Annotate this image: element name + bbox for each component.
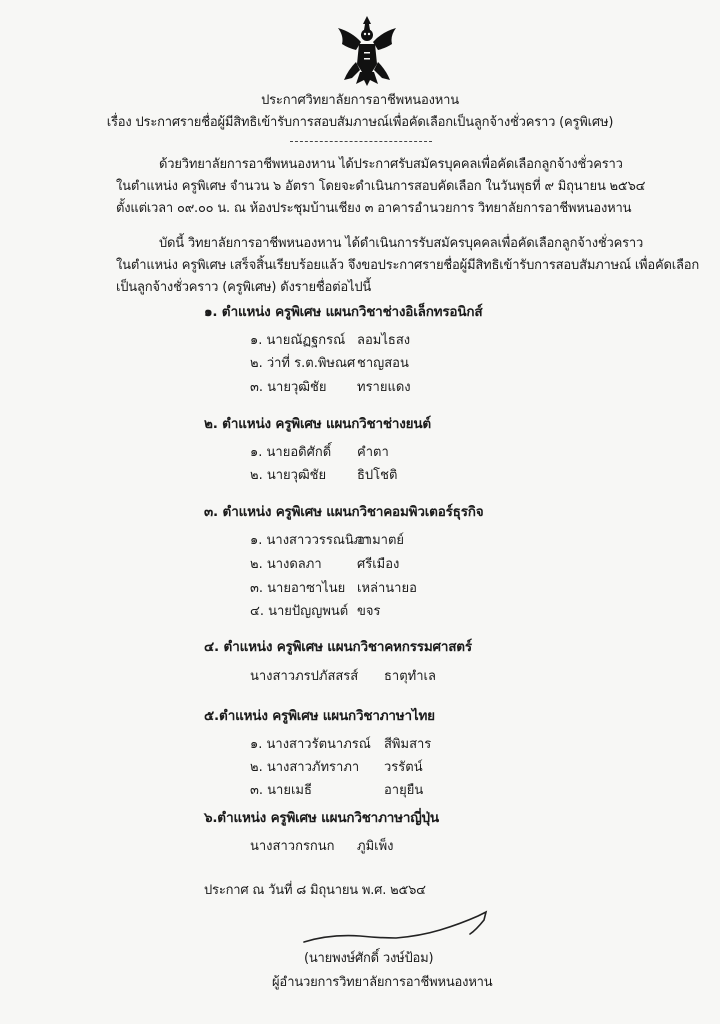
signer-name: (นายพงษ์ศักดิ์ วงษ์ป้อม): [304, 951, 434, 966]
para2-line: ในตำแหน่ง ครูพิเศษ เสร็จสิ้นเรียบร้อยแล้ว จึงขอประกาศรายชื่อผู้มีสิทธิเข้ารับการสอบสัมภาษณ์ เพื่อคัดเลือก: [116, 258, 700, 273]
candidate-name: ๒. นางสาวภัทราภา: [250, 760, 360, 775]
candidate-surname: ขจร: [357, 604, 381, 619]
position-heading: ๔. ตำแหน่ง ครูพิเศษ แผนกวิชาคหกรรมศาสตร์: [204, 639, 472, 655]
candidate-name: ๑. นางสาวรัตนาภรณ์: [250, 737, 371, 752]
candidate-name: ๒. ว่าที่ ร.ต.พิษณศ: [250, 356, 356, 371]
position-heading: ๑. ตำแหน่ง ครูพิเศษ แผนกวิชาช่างอิเล็กทรอนิกส์: [204, 304, 483, 320]
candidate-name: ๓. นายอาซาไนย: [250, 581, 346, 596]
candidate-name: นางสาวภรปภัสสรส์: [250, 669, 359, 684]
announcement-org: ประกาศวิทยาลัยการอาชีพหนองหาน: [261, 93, 459, 108]
signer-title: ผู้อำนวยการวิทยาลัยการอาชีพหนองหาน: [272, 975, 493, 990]
candidate-surname: ลอมไธสง: [357, 333, 411, 348]
position-heading: ๕.ตำแหน่ง ครูพิเศษ แผนกวิชาภาษาไทย: [204, 708, 435, 724]
para2-line: บัดนี้ วิทยาลัยการอาชีพหนองหาน ได้ดำเนินการรับสมัครบุคคลเพื่อคัดเลือกลูกจ้างชั่วคราว: [159, 236, 644, 251]
candidate-name: ๑. นายอดิศักดิ์: [250, 445, 332, 460]
header-divider: [290, 141, 432, 142]
candidate-name: ๑. นายณัฏฐกรณ์: [250, 333, 346, 348]
signature-mark: [300, 908, 500, 952]
para1-line: ด้วยวิทยาลัยการอาชีพหนองหาน ได้ประกาศรับสมัครบุคคลเพื่อคัดเลือกลูกจ้างชั่วคราว: [159, 157, 623, 172]
candidate-name: ๒. นายวุฒิชัย: [250, 468, 327, 483]
candidate-surname: ธิปโชติ: [357, 468, 398, 483]
candidate-surname: อามาตย์: [357, 533, 405, 548]
announcement-subject: เรื่อง ประกาศรายชื่อผู้มีสิทธิเข้ารับการสอบสัมภาษณ์เพื่อคัดเลือกเป็นลูกจ้างชั่วคราว (ครูพิเศษ): [106, 115, 614, 130]
garuda-emblem-icon: [330, 14, 404, 88]
position-heading: ๒. ตำแหน่ง ครูพิเศษ แผนกวิชาช่างยนต์: [204, 416, 431, 432]
candidate-name: ๓. นายวุฒิชัย: [250, 380, 327, 395]
position-heading: ๖.ตำแหน่ง ครูพิเศษ แผนกวิชาภาษาญี่ปุ่น: [204, 810, 439, 826]
para2-line: เป็นลูกจ้างชั่วคราว (ครูพิเศษ) ดังรายชื่อต่อไปนี้: [116, 280, 372, 295]
para1-line: ตั้งแต่เวลา ๐๙.๐๐ น. ณ ห้องประชุมบ้านเชียง ๓ อาคารอำนวยการ วิทยาลัยการอาชีพหนองหาน: [116, 201, 632, 216]
candidate-surname: ชาญสอน: [357, 356, 409, 371]
candidate-surname: ธาตุทำเล: [384, 669, 436, 684]
candidate-surname: วรรัตน์: [384, 760, 423, 775]
para1-line: ในตำแหน่ง ครูพิเศษ จำนวน ๖ อัตรา โดยจะดำเนินการสอบคัดเลือก ในวันพุธที่ ๙ มิถุนายน ๒๕๖๔: [116, 179, 646, 194]
candidate-surname: ภูมิเพ็ง: [357, 839, 394, 854]
candidate-surname: เหล่านายอ: [357, 581, 417, 596]
candidate-name: ๓. นายเมธี: [250, 783, 312, 798]
announcement-date: ประกาศ ณ วันที่ ๘ มิถุนายน พ.ศ. ๒๕๖๔: [204, 883, 426, 898]
candidate-surname: ทรายแดง: [357, 380, 411, 395]
candidate-surname: ศรีเมือง: [357, 557, 400, 572]
candidate-name: ๔. นายปัญญพนต์: [250, 604, 349, 619]
candidate-surname: สีพิมสาร: [384, 737, 432, 752]
candidate-name: ๒. นางดลภา: [250, 557, 322, 572]
position-heading: ๓. ตำแหน่ง ครูพิเศษ แผนกวิชาคอมพิวเตอร์ธุรกิจ: [204, 504, 484, 520]
candidate-surname: คำตา: [357, 445, 389, 460]
candidate-name: นางสาวกรกนก: [250, 839, 335, 854]
candidate-name: ๑. นางสาววรรณนิภา: [250, 533, 370, 548]
candidate-surname: อายุยืน: [384, 783, 424, 798]
